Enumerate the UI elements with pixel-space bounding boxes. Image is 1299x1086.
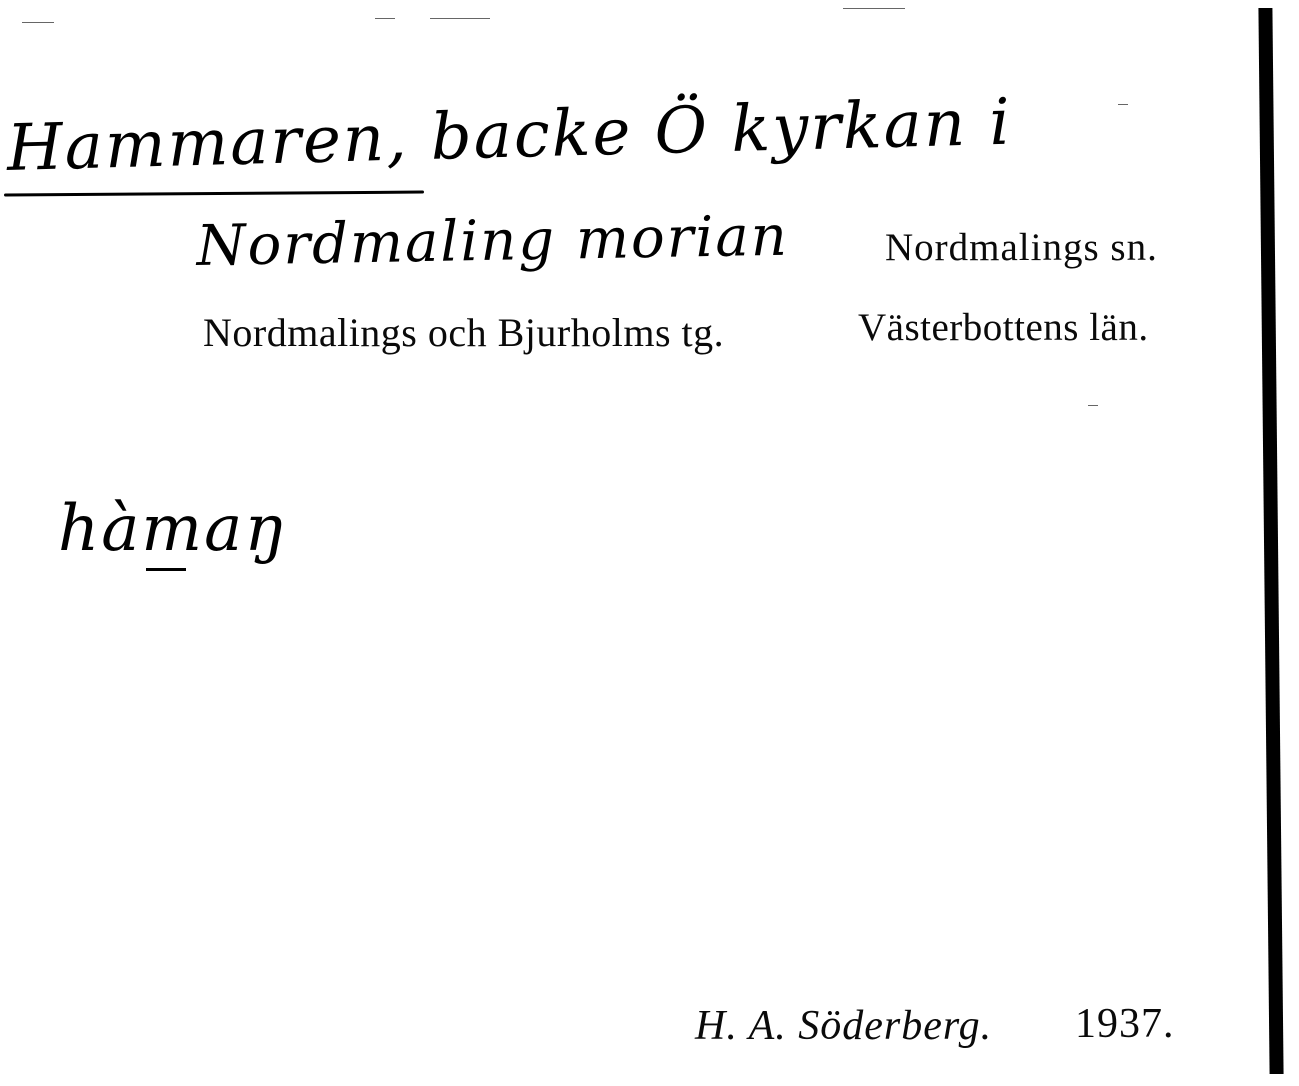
district-label: Nordmalings och Bjurholms tg. xyxy=(203,310,725,355)
card-edge-border xyxy=(1258,8,1283,1074)
scan-speck xyxy=(1118,104,1128,105)
scan-speck xyxy=(22,22,54,23)
year-label: 1937. xyxy=(1075,1001,1175,1047)
handwritten-pronunciation: hàmaŋ xyxy=(58,492,288,566)
parish-label: Nordmalings sn. xyxy=(885,226,1158,269)
pronunciation-underline xyxy=(146,568,186,571)
handwriting-underline xyxy=(4,191,424,197)
handwritten-location: Nordmaling morian xyxy=(196,203,790,279)
author-signature: H. A. Söderberg. xyxy=(695,1003,993,1049)
scan-speck xyxy=(375,18,395,19)
handwritten-place-name: Hammaren, backe Ö kyrkan i xyxy=(6,85,1013,186)
scan-speck xyxy=(843,8,905,9)
scan-speck xyxy=(430,18,490,19)
scan-speck xyxy=(1088,405,1098,406)
county-label: Västerbottens län. xyxy=(858,306,1149,349)
